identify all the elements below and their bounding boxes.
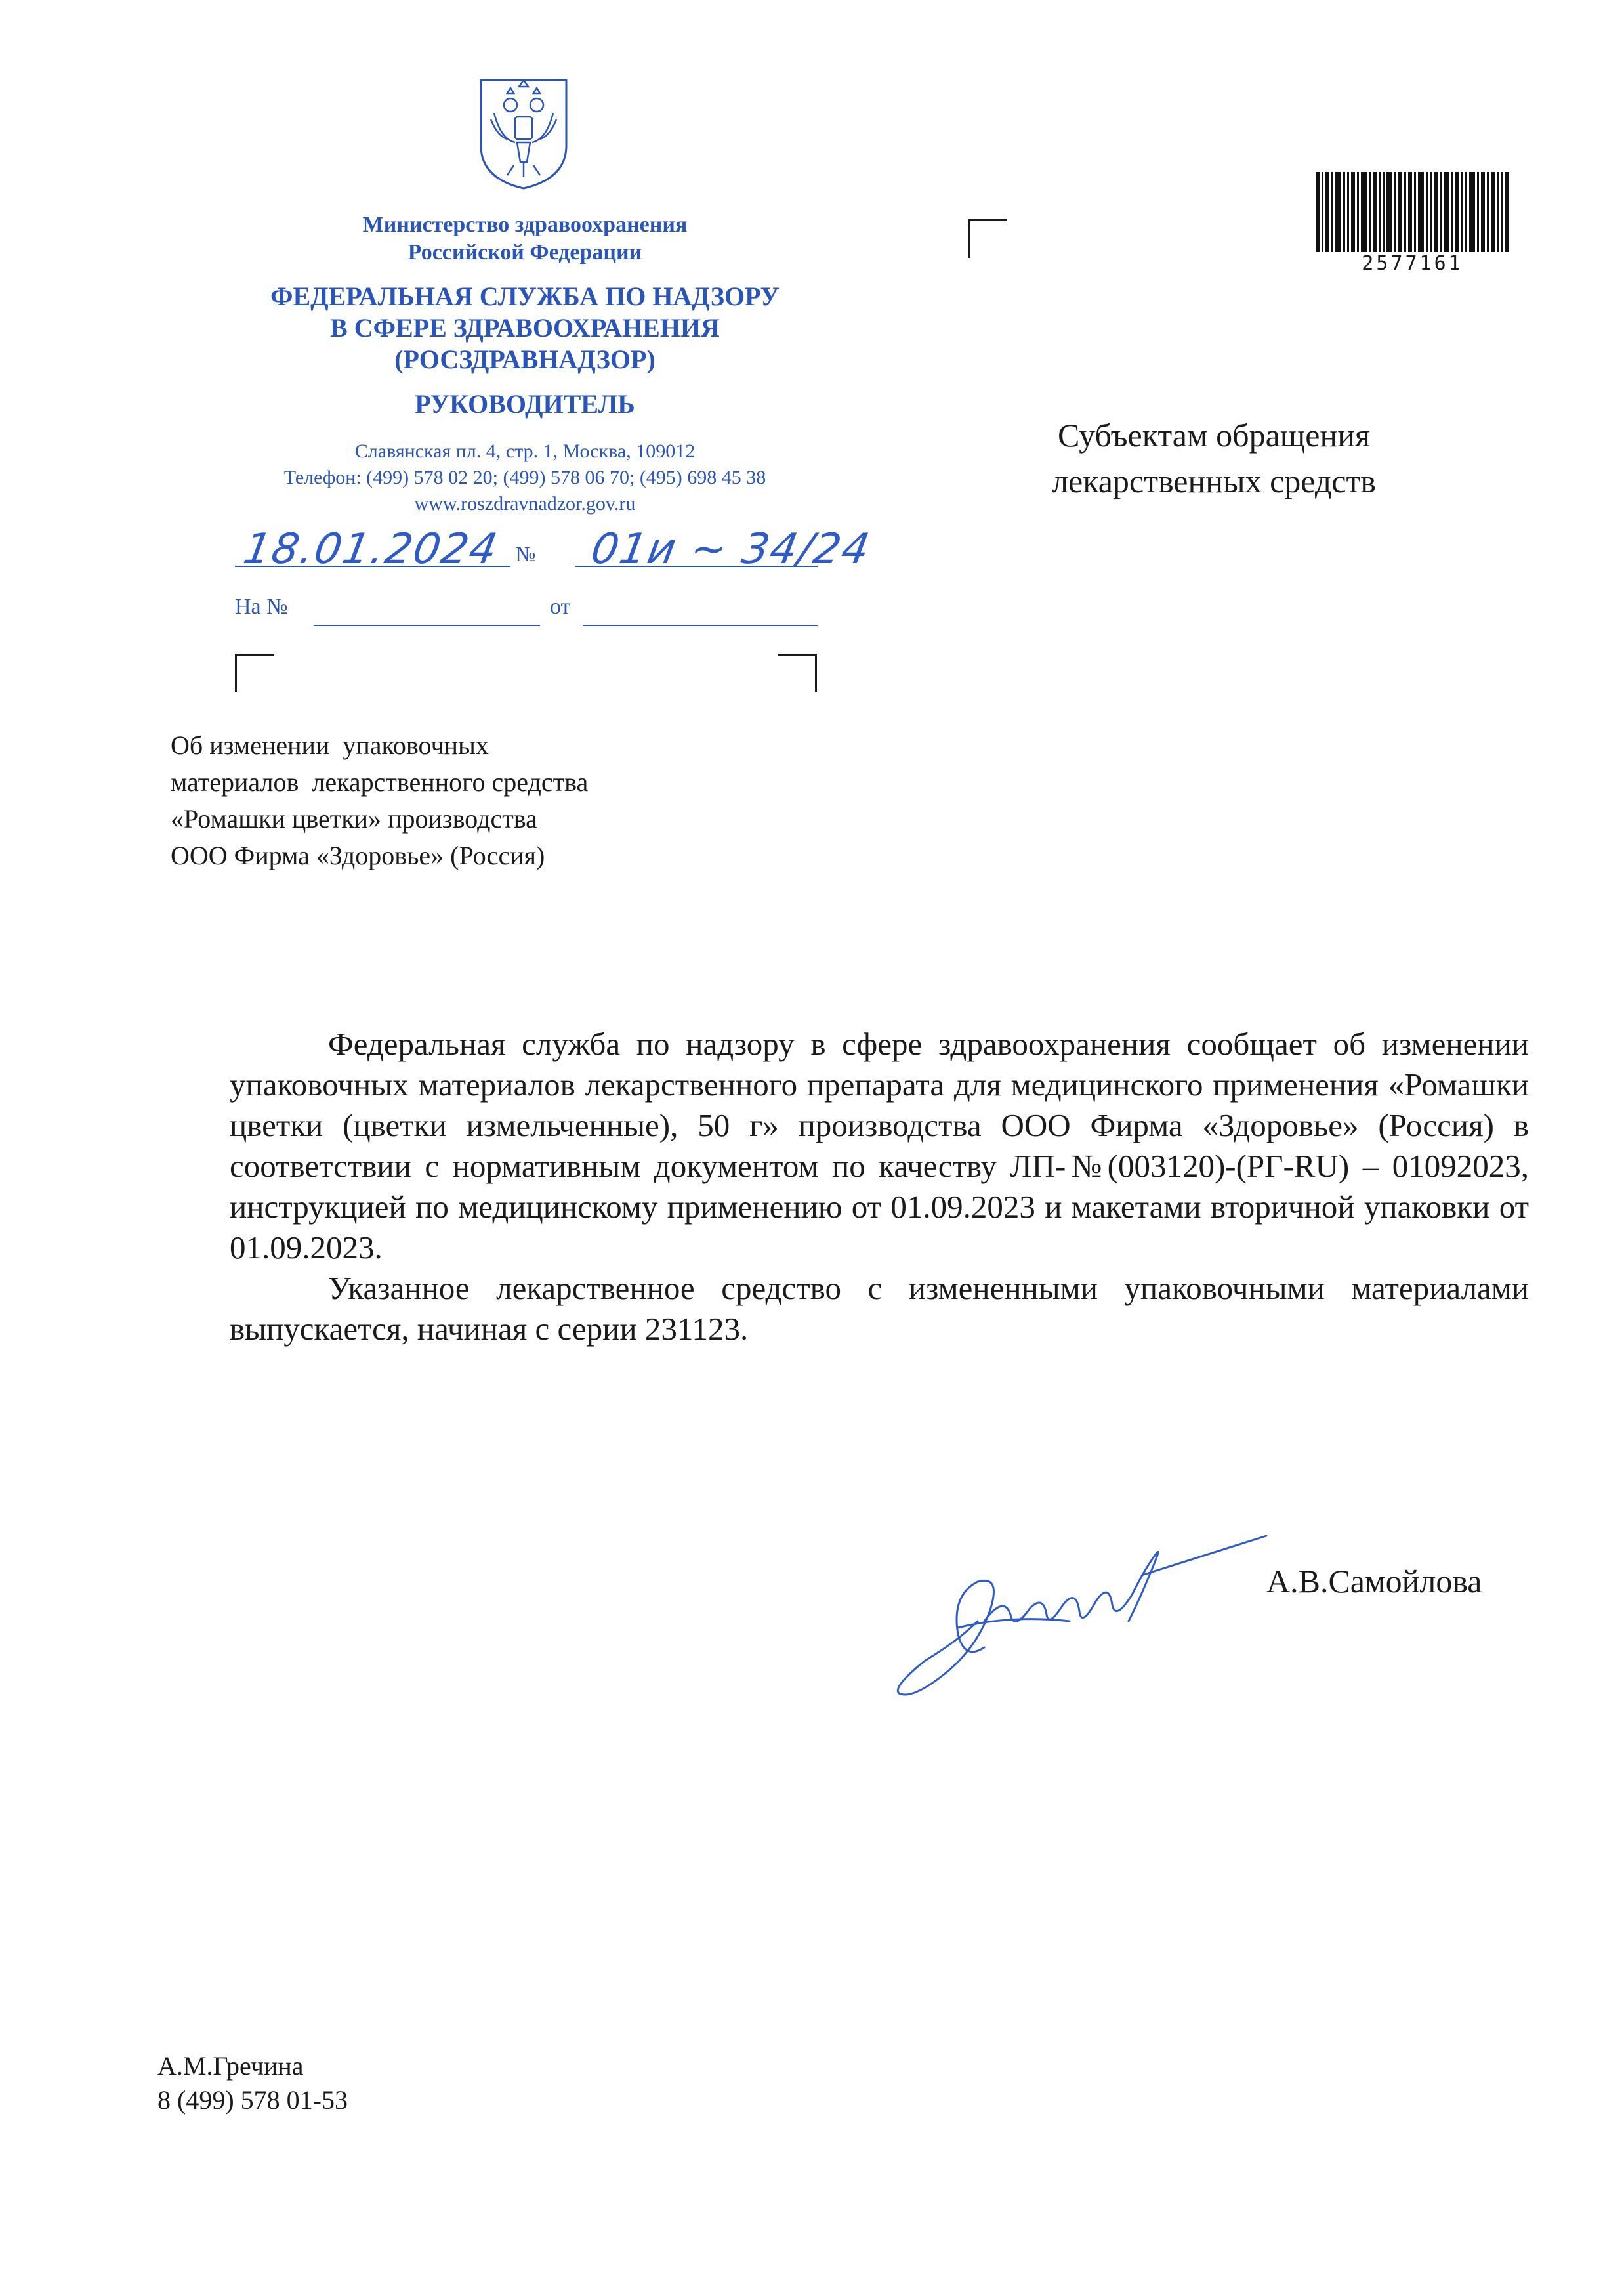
body-paragraph-1: Федеральная служба по надзору в сфере здравоохранения сообщает об изменении упаковочных материалов лекарственного препарата для медицинского применения «Ромашки цветки (цветки измельченные), 50 г» производства ООО Фирма «Здоровье» (Россия) в соответствии с нормативным документом по качеству ЛП-№(003120)-(РГ-RU) – 01092023, инструкцией по медицинскому применению от 01.09.2023 и макетами вторичной упаковки от 01.09.2023. (230, 1026, 1529, 1265)
head-title: РУКОВОДИТЕЛЬ (415, 389, 635, 419)
addressee-line1: Субъектам обращения (1058, 417, 1370, 454)
service-line3: (РОСЗДРАВНАДЗОР) (394, 345, 656, 374)
executor-name: А.М.Гречина (157, 2051, 304, 2081)
reply-date-line (583, 625, 818, 626)
contact-block (197, 438, 853, 517)
subject-line2: материалов лекарственного средства (171, 767, 589, 797)
website-link[interactable]: www.roszdravnadzor.gov.ru (414, 493, 636, 515)
service-line1: ФЕДЕРАЛЬНАЯ СЛУЖБА ПО НАДЗОРУ (270, 282, 780, 311)
handwritten-signature (879, 1490, 1286, 1706)
subject (171, 727, 761, 874)
subject-line1: Об изменении упаковочных (171, 731, 489, 760)
coat-of-arms-icon (474, 74, 573, 192)
phones: Телефон: (499) 578 02 20; (499) 578 06 70; (495) 698 45 38 (283, 467, 766, 488)
corner-mark-right (778, 654, 817, 692)
service-name (197, 281, 853, 375)
ministry-line1: Министерство здравоохранения (362, 213, 688, 237)
barcode (1316, 172, 1509, 252)
ministry-line2: Российской Федерации (407, 240, 642, 265)
address: Славянская пл. 4, стр. 1, Москва, 109012 (354, 440, 696, 462)
body-paragraph-2: Указанное лекарственное средство с измененными упаковочными материалами выпускается, начиная с серии 231123. (230, 1270, 1529, 1347)
barcode-number: 2577161 (1362, 252, 1463, 275)
subject-line3: «Ромашки цветки» производства (171, 804, 537, 834)
executor-block (157, 2049, 348, 2117)
reply-number-line (314, 625, 540, 626)
subject-line4: ООО Фирма «Здоровье» (Россия) (171, 841, 545, 870)
executor-phone: 8 (499) 578 01-53 (157, 2085, 348, 2115)
corner-mark-left (235, 654, 274, 692)
signer-name: А.В.Самойлова (1266, 1563, 1482, 1599)
number-sign: № (516, 542, 536, 566)
service-line2: В СФЕРЕ ЗДРАВООХРАНЕНИЯ (330, 313, 720, 343)
outgoing-date: 18.01.2024 (239, 525, 502, 574)
addressee-line2: лекарственных средств (1052, 463, 1376, 499)
reply-number-label: На № (235, 595, 288, 619)
reply-from-label: от (550, 595, 571, 619)
outgoing-number: 01и ~ 34/24 (587, 525, 875, 574)
corner-mark-top-left (968, 219, 1007, 258)
ministry-name (262, 211, 787, 266)
addressee (984, 412, 1444, 504)
letter-body (230, 1024, 1529, 1349)
